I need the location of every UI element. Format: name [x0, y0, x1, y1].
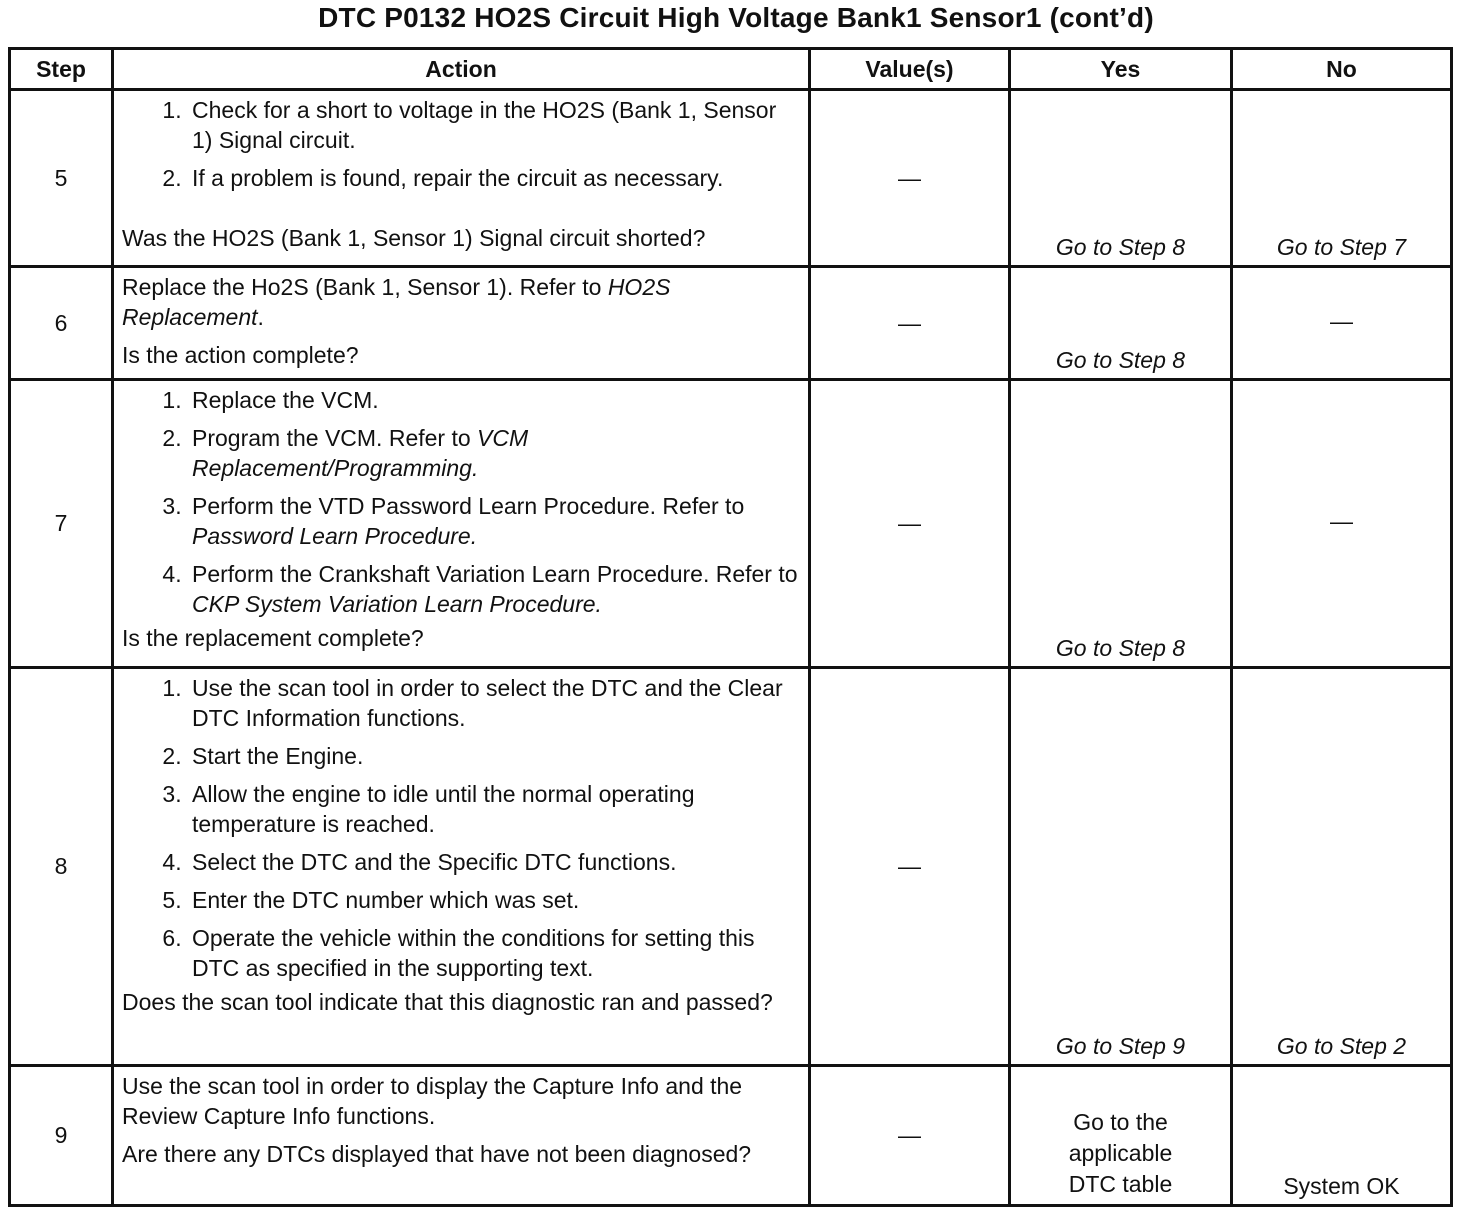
values-cell: — [810, 1066, 1010, 1206]
reference-link-text: HO2S Replacement [122, 274, 671, 330]
header-values: Value(s) [810, 49, 1010, 90]
reference-link-text: Password Learn Procedure [192, 523, 471, 549]
action-cell [113, 380, 810, 668]
action-question: Are there any DTCs displayed that have not been diagnosed? [122, 1141, 752, 1167]
action-cell [113, 668, 810, 1066]
step-number: 9 [10, 1066, 113, 1206]
action-item: 2. Start the Engine. [188, 741, 800, 771]
action-question: Is the action complete? [122, 342, 359, 368]
table-row-step-5 [10, 90, 1452, 267]
header-yes: Yes [1010, 49, 1232, 90]
reference-link-text: CKP System Variation Learn Procedure [192, 591, 596, 617]
action-item: 1. Replace the VCM. [188, 385, 800, 415]
yes-cell: Go to Step 8 [1010, 90, 1232, 267]
yes-cell: Go to Step 8 [1010, 267, 1232, 380]
table-row-step-9 [10, 1066, 1452, 1206]
action-item: 3. Perform the VTD Password Learn Procedure. Refer to Password Learn Procedure. [188, 491, 800, 551]
table-row-step-7 [10, 380, 1452, 668]
table-row-step-8 [10, 668, 1452, 1066]
page-title: DTC P0132 HO2S Circuit High Voltage Bank1 Sensor1 (cont’d) [318, 2, 1154, 33]
action-text: Replace the Ho2S (Bank 1, Sensor 1). Refer to HO2S Replacement. [122, 274, 671, 330]
step-number: 6 [10, 267, 113, 380]
action-item: 4. Select the DTC and the Specific DTC functions. [188, 847, 800, 877]
values-cell: — [810, 90, 1010, 267]
diagnostic-table [8, 47, 1453, 1207]
action-item: 1. Use the scan tool in order to select the DTC and the Clear DTC Information functions. [188, 673, 800, 733]
yes-line: Go to the [1073, 1109, 1168, 1135]
yes-line: DTC table [1068, 1171, 1173, 1197]
yes-line: applicable [1068, 1140, 1173, 1166]
no-cell: — [1232, 267, 1452, 380]
no-cell: Go to Step 7 [1232, 90, 1452, 267]
action-question: Is the replacement complete? [122, 625, 424, 651]
action-cell [113, 90, 810, 267]
yes-cell: Go to Step 8 [1010, 380, 1232, 668]
action-item: 1. Check for a short to voltage in the HO2S (Bank 1, Sensor 1) Signal circuit. [188, 95, 800, 155]
action-list [122, 385, 800, 619]
step-number: 7 [10, 380, 113, 668]
action-text: Use the scan tool in order to display the Capture Info and the Review Capture Info functions. [122, 1073, 743, 1129]
values-cell: — [810, 380, 1010, 668]
action-cell [113, 267, 810, 380]
values-cell: — [810, 668, 1010, 1066]
action-item: 3. Allow the engine to idle until the normal operating temperature is reached. [188, 779, 800, 839]
table-row-step-6 [10, 267, 1452, 380]
reference-link-text: VCM Replacement/Programming [192, 425, 529, 481]
action-item: 5. Enter the DTC number which was set. [188, 885, 800, 915]
action-item: 6. Operate the vehicle within the conditions for setting this DTC as specified in the supporting text. [188, 923, 800, 983]
action-question: Was the HO2S (Bank 1, Sensor 1) Signal circuit shorted? [122, 225, 706, 251]
yes-cell [1010, 1066, 1232, 1206]
step-number: 8 [10, 668, 113, 1066]
header-action: Action [113, 49, 810, 90]
values-cell: — [810, 267, 1010, 380]
action-item: 2. Program the VCM. Refer to VCM Replacement/Programming. [188, 423, 800, 483]
action-list [122, 95, 800, 193]
action-list [122, 673, 800, 983]
no-cell: Go to Step 2 [1232, 668, 1452, 1066]
action-question: Does the scan tool indicate that this diagnostic ran and passed? [122, 989, 773, 1015]
header-no: No [1232, 49, 1452, 90]
table-header-row [10, 49, 1452, 90]
yes-cell: Go to Step 9 [1010, 668, 1232, 1066]
action-item: 4. Perform the Crankshaft Variation Learn Procedure. Refer to CKP System Variation Learn Procedure. [188, 559, 800, 619]
no-cell: — [1232, 380, 1452, 668]
action-item: 2. If a problem is found, repair the circuit as necessary. [188, 163, 800, 193]
no-cell: System OK [1232, 1066, 1452, 1206]
header-step: Step [10, 49, 113, 90]
step-number: 5 [10, 90, 113, 267]
action-cell [113, 1066, 810, 1206]
